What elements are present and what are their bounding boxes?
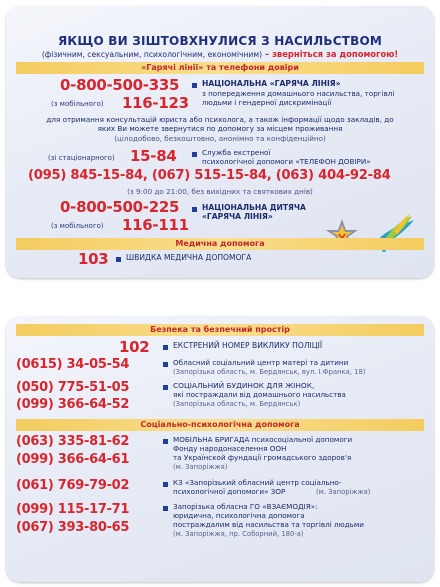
ambulance-phone[interactable]: 103: [78, 250, 109, 268]
mobile-brigade-phone-1[interactable]: (063) 335-81-62: [16, 434, 130, 449]
national-hotline-name: НАЦІОНАЛЬНА «ГАРЯЧА ЛІНІЯ»: [202, 79, 341, 88]
bullet-icon: [163, 345, 168, 350]
national-hotline-mobile-phone[interactable]: 116-123: [122, 94, 189, 112]
call-to-action: – зверніться за допомогою!: [262, 49, 399, 59]
banner-safety: Безпека та безпечний простір: [16, 324, 424, 336]
vzaemodiya-phone-1[interactable]: (099) 115-17-71: [16, 502, 130, 517]
children-hotline-phone[interactable]: 0-800-500-225: [60, 198, 180, 216]
mother-child-phone[interactable]: (0615) 34-05-54: [16, 357, 130, 372]
vzaemodiya-desc-1: юридична, психологічна допомога: [173, 511, 305, 520]
mobile-brigade-phone-2[interactable]: (099) 366-64-61: [16, 452, 130, 467]
trust-line-phones[interactable]: (095) 845-15-84, (067) 515-15-84, (063) 404-92-84: [28, 168, 391, 183]
vzaemodiya-phone-2[interactable]: (067) 393-80-65: [16, 520, 130, 535]
mobile-brigade-name: МОБІЛЬНА БРИГАДА психосоціальної допомоги: [173, 435, 353, 444]
mobile-label: (з мобільного): [51, 222, 104, 230]
bullet-icon: [163, 506, 168, 511]
women-house-phone-2[interactable]: (099) 366-64-52: [16, 397, 130, 412]
mobile-brigade-desc-2: та Українской фундації громадського здоров'я: [173, 453, 352, 462]
bullet-icon: [192, 152, 197, 157]
vzaemodiya-name: Запорізька обласна ГО «ВЗАЄМОДІЯ»:: [173, 502, 318, 511]
page-title: ЯКЩО ВИ ЗІШТОВХНУЛИСЯ З НАСИЛЬСТВОМ: [57, 34, 383, 48]
trust-line-name-1: Служба екстреної: [202, 148, 271, 157]
national-hotline-consult: для отримання консультацій юриста або психолога, а також інформації щодо закладів, до яких Ви можете звернутися по допомогу за місцем проживання: [46, 115, 394, 133]
vzaemodiya-address: (м. Запоріжжя, пр. Соборний, 180-а): [173, 530, 304, 538]
bottom-info-card: [6, 316, 434, 582]
ambulance-name: ШВИДКА МЕДИЧНА ДОПОМОГА: [126, 253, 252, 262]
mother-child-name: Обласний соціальний центр матері та дитини: [173, 358, 349, 367]
zor-address: (м. Запоріжжя): [316, 488, 371, 496]
women-house-phone-1[interactable]: (050) 775-51-05: [16, 380, 130, 395]
violence-types: (фізичним, сексуальним, психологічним, економічним) – зверніться за допомогою!: [41, 49, 399, 59]
mobile-brigade-address: (м. Запоріжжя): [173, 463, 228, 471]
trust-line-phone[interactable]: 15-84: [130, 147, 177, 165]
trust-line-hours: (з 9:00 до 21:00, без вихідних та святкових днів): [127, 187, 313, 196]
bullet-icon: [163, 385, 168, 390]
police-logo-icon: [324, 218, 360, 256]
mother-child-address: (Запорізька область, м. Бердянськ, вул. І.Франка, 18): [173, 368, 366, 376]
zor-desc: психологічної допомоги» ЗОР: [173, 487, 286, 496]
children-hotline-mobile-phone[interactable]: 116-111: [122, 216, 189, 234]
bullet-icon: [192, 207, 197, 212]
women-house-address: (Запорізька область, м. Бердянськ): [173, 400, 301, 408]
national-hotline-purpose: з попередження домашнього насильства, торгівлі людьми і гендерної дискримінації: [202, 89, 395, 107]
mobile-brigade-desc-1: Фонду народонаселення ООН: [173, 444, 287, 453]
trust-line-name-2: психологічної допомоги «ТЕЛЕФОН ДОВІРИ»: [202, 157, 371, 166]
national-hotline-phone[interactable]: 0-800-500-335: [60, 76, 180, 94]
zor-name: КЗ «Запорізький обласний центр соціально-: [173, 478, 342, 487]
bullet-icon: [163, 482, 168, 487]
women-house-desc: які постраждали від домашнього насильства: [173, 390, 346, 399]
police-name: ЕКСТРЕНИЙ НОМЕР ВИКЛИКУ ПОЛІЦІЇ: [173, 341, 323, 350]
banner-hotlines: «Гарячі лінії» та телефони довіри: [16, 62, 424, 74]
zor-phone[interactable]: (061) 769-79-02: [16, 478, 130, 493]
children-hotline-name-2: «ГАРЯЧА ЛІНІЯ»: [202, 212, 273, 221]
banner-medical: Медична допомога: [16, 238, 424, 250]
children-hotline-name-1: НАЦІОНАЛЬНА ДИТЯЧА: [202, 203, 306, 212]
bullet-icon: [116, 257, 121, 262]
stationary-label: (зі стаціонарного): [48, 154, 115, 162]
vzaemodiya-desc-2: постраждалим від насильства та торгівлі людьми: [173, 520, 364, 529]
national-hotline-terms: (цілодобово, безкоштовно, анонімно та конфіденційно): [114, 134, 326, 143]
bullet-icon: [192, 83, 197, 88]
bullet-icon: [163, 362, 168, 367]
police-phone[interactable]: 102: [119, 338, 150, 356]
bullet-icon: [163, 439, 168, 444]
women-house-name: СОЦІАЛЬНИЙ БУДИНОК ДЛЯ ЖІНОК,: [173, 381, 315, 390]
mobile-label: (з мобільного): [51, 100, 104, 108]
banner-social: Соціально-психологічна допомога: [16, 419, 424, 431]
top-info-card: [6, 6, 434, 278]
